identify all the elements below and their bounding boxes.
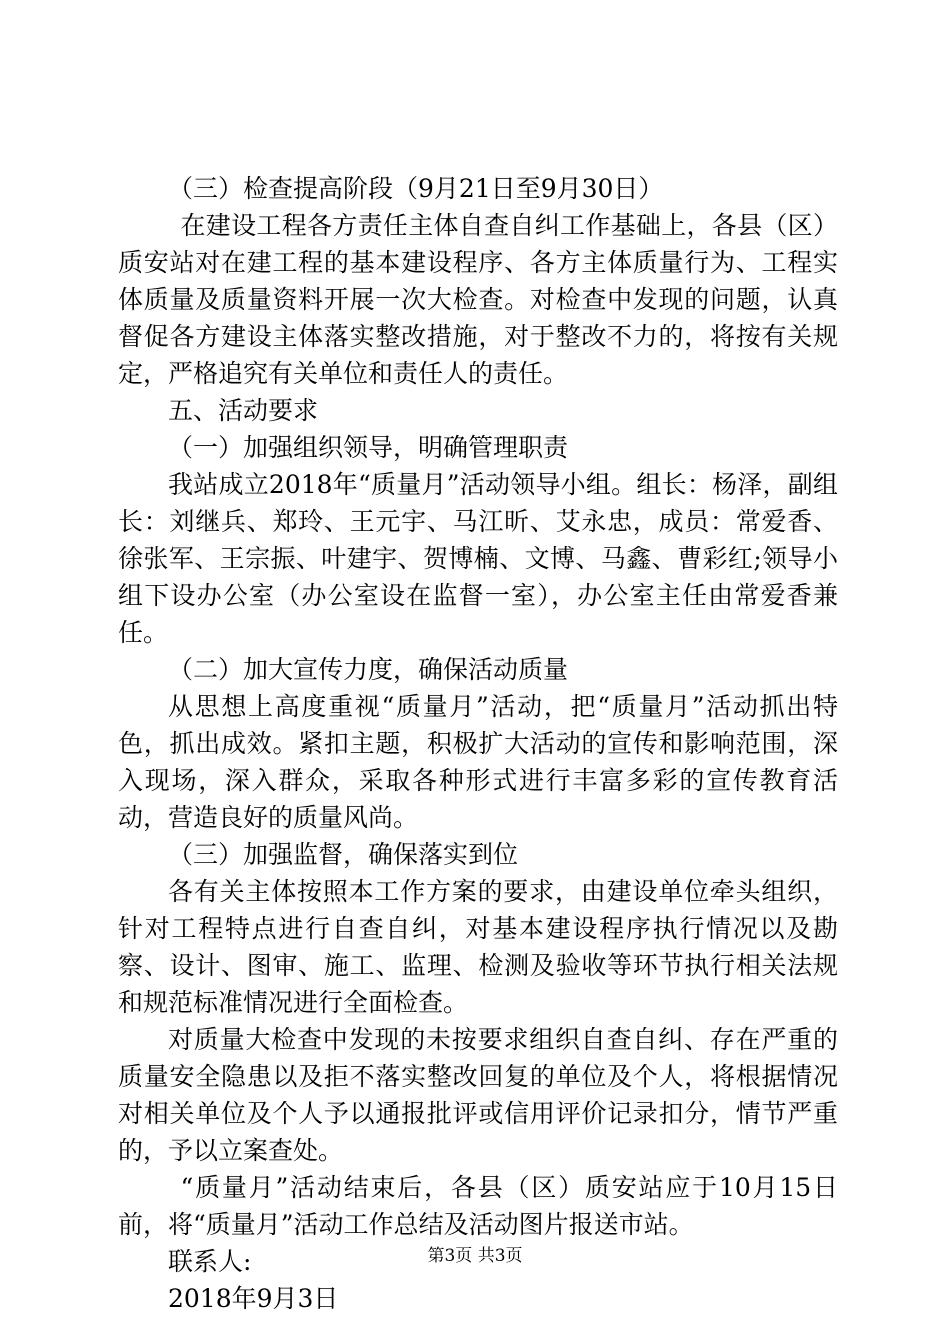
paragraph-summary-submission: “质量月”活动结束后，各县（区）质安站应于10月15日前，将“质量月”活动工作总结及活动图片报送市站。 <box>118 1173 838 1239</box>
subsection-heading-publicity: （二）加大宣传力度，确保活动质量 <box>168 655 569 684</box>
section-heading-inspection-stage: （三）检查提高阶段（9月21日至9月30日） <box>168 174 664 203</box>
paragraph-penalties: 对质量大检查中发现的未按要求组织自查自纠、存在严重的质量安全隐患以及拒不落实整改回复的单位及个人，将根据情况对相关单位及个人予以通报批评或信用评价记录扣分，情节严重的，予以立案查处。 <box>118 1025 838 1165</box>
paragraph-publicity: 从思想上高度重视“质量月”活动，把“质量月”活动抓出特色，抓出成效。紧扣主题，积极扩大活动的宣传和影响范围，深入现场，深入群众，采取各种形式进行丰富多彩的宣传教育活动，营造良好的质量风尚。 <box>118 692 838 832</box>
paragraph-supervision: 各有关主体按照本工作方案的要求，由建设单位牵头组织，针对工程特点进行自查自纠，对基本建设程序执行情况以及勘察、设计、图审、施工、监理、检测及验收等环节执行相关法规和规范标准情况进行全面检查。 <box>118 877 838 1017</box>
document-date: 2018年9月3日 <box>168 1284 339 1313</box>
paragraph-leadership-group: 我站成立2018年“质量月”活动领导小组。组长：杨泽，副组长：刘继兵、郑玲、王元宇、马江昕、艾永忠，成员：常爱香、徐张军、王宗振、叶建宇、贺博楠、文博、马鑫、曹彩红;领导小组下设办公室（办公室设在监督一室），办公室主任由常爱香兼任。 <box>118 470 838 647</box>
subsection-heading-organization: （一）加强组织领导，明确管理职责 <box>168 433 569 462</box>
contact-person-line: 联系人: <box>168 1247 252 1276</box>
subsection-heading-supervision: （三）加强监督，确保落实到位 <box>168 840 519 869</box>
document-body <box>118 170 838 1317</box>
section-heading-activity-requirements: 五、活动要求 <box>168 396 319 425</box>
page-number-footer: 第3页 共3页 <box>427 1246 523 1266</box>
paragraph-inspection-details: 在建设工程各方责任主体自查自纠工作基础上，各县（区）质安站对在建工程的基本建设程序、各方主体质量行为、工程实体质量及质量资料开展一次大检查。对检查中发现的问题，认真督促各方建设主体落实整改措施，对于整改不力的，将按有关规定，严格追究有关单位和责任人的责任。 <box>118 211 838 388</box>
